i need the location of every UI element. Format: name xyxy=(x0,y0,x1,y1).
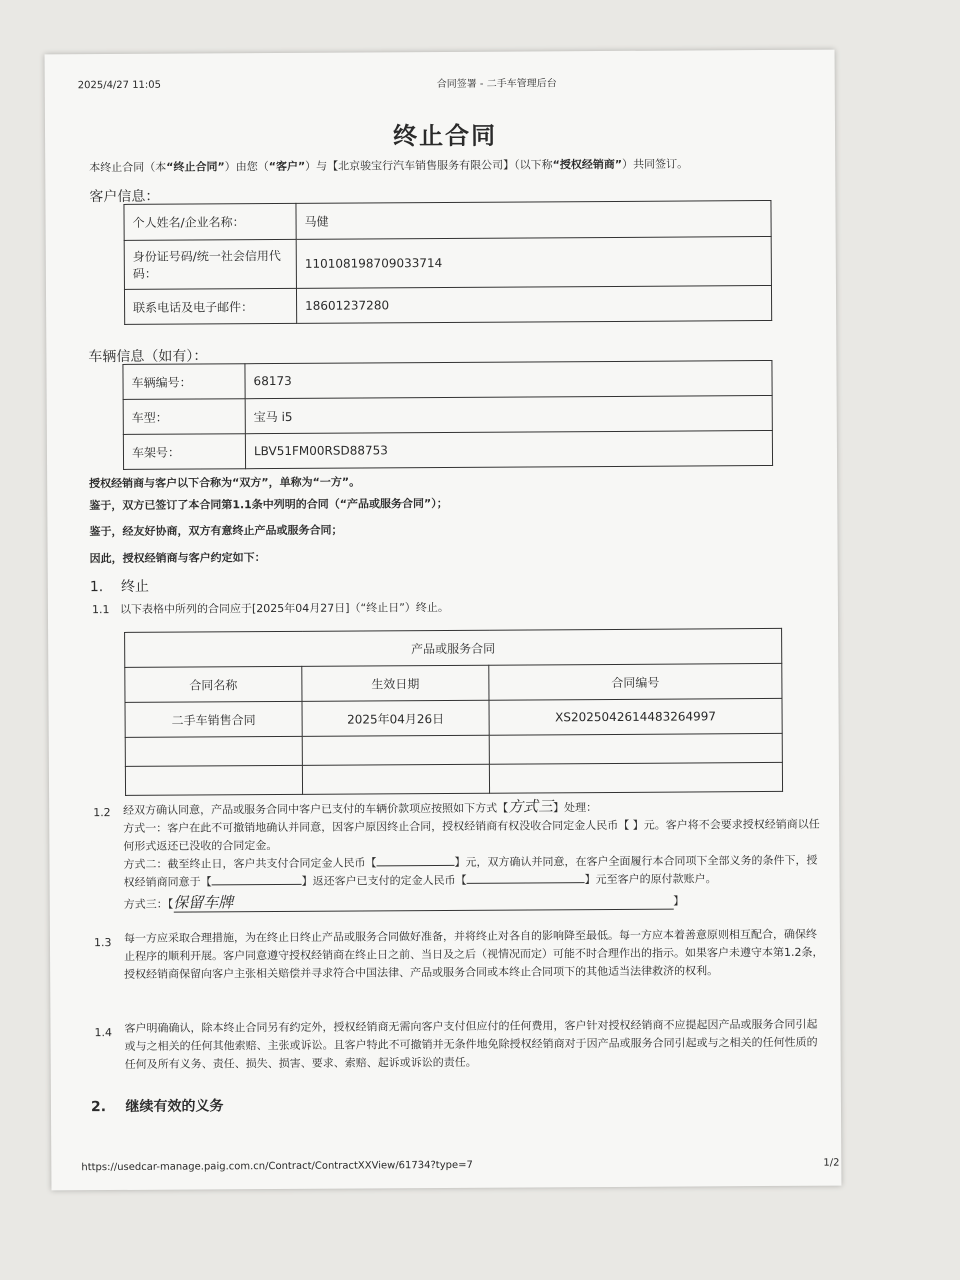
handwritten-method: 方式三 xyxy=(508,797,554,816)
vehicle-model-label: 车型： xyxy=(123,399,245,435)
vehicle-number-label: 车辆编号： xyxy=(123,364,245,400)
customer-name-label: 个人姓名/企业名称： xyxy=(124,203,296,240)
clause-1-1 xyxy=(92,599,449,619)
vehicle-model-value: 宝马 i5 xyxy=(245,395,772,433)
section-2-number: 2. xyxy=(90,1099,107,1116)
recital-parties: 授权经销商与客户以下合称为“双方”，单称为“一方”。 xyxy=(89,475,361,491)
table-row xyxy=(125,762,782,795)
table-row xyxy=(124,285,771,324)
effective-date-cell xyxy=(302,735,489,765)
header-effective-date: 生效日期 xyxy=(302,665,489,701)
intro-paragraph: 本终止合同（本“终止合同”）由您（“客户”）与【北京骏宝行汽车销售服务有限公司】（以下称“授权经销商”）共同签订。 xyxy=(89,157,689,175)
customer-id-value: 110108198709033714 xyxy=(296,236,771,288)
vehicle-vin-value: LBV51FM00RSD88753 xyxy=(245,430,772,468)
page-url: https://usedcar-manage.paig.com.cn/Contract/ContractXXView/61734?type=7 xyxy=(81,1159,473,1174)
customer-contact-label: 联系电话及电子邮件： xyxy=(124,288,296,324)
page-number: 1/2 xyxy=(823,1157,840,1169)
section-1-title: 终止 xyxy=(120,578,150,595)
clause-1-2-lead: 经双方确认同意，产品或服务合同中客户已支付的车辆价款项应按照如下方式【方式三】处理： xyxy=(123,797,598,817)
table-row xyxy=(123,430,772,469)
effective-date-cell xyxy=(302,764,489,794)
header-contract-number: 合同编号 xyxy=(489,663,782,700)
clause-1-2 xyxy=(123,796,824,914)
vehicle-info-table xyxy=(122,360,773,470)
table-row xyxy=(124,236,771,289)
recital-termination-intent: 鉴于，经友好协商，双方有意终止产品或服务合同； xyxy=(89,523,343,539)
recital-agreement: 因此，授权经销商与客户约定如下： xyxy=(89,551,266,566)
clause-1-2-number: 1.2 xyxy=(93,806,111,820)
table-row xyxy=(125,628,782,667)
clause-1-4-text: 客户明确确认，除本终止合同另有约定外，授权经销商无需向客户支付但应付的任何费用，客户针对授权经销商不应提起因产品或服务合同引起或与之相关的任何其他索赔、主张或诉讼。且客户特此不可撤销并无条件地免除授权经销商对于因产品或服务合同引起或与之相关的任何性质的任何及所有义务、责任、损失、损害、要求、索赔、起诉或诉讼的责任。 xyxy=(124,1017,818,1071)
document-title: 终止合同 xyxy=(392,121,498,151)
clause-1-3-text: 每一方应采取合理措施，为在终止日终止产品或服务合同做好准备，并将终止对各自的影响降至最低。每一方应本着善意原则相互配合，确保终止程序的顺利开展。客户同意遵守授权经销商在终止日之前、当日及之后（视情况而定）可能不时合理作出的指示。如果客户未遵守本第1.2条，授权经销商保留向客户主张相关赔偿并寻求符合中国法律、产品或服务合同或本终止合同项下的其他适当法律救济的权利。 xyxy=(123,927,824,981)
clause-1-3-number: 1.3 xyxy=(93,936,112,950)
header-contract-name: 合同名称 xyxy=(125,666,302,702)
section-1-heading xyxy=(90,576,149,596)
handwritten-plate: 保留车牌 xyxy=(173,891,673,913)
customer-info-heading: 客户信息： xyxy=(89,188,160,206)
table-row xyxy=(123,360,772,399)
customer-id-label: 身份证号码/统一社会信用代码： xyxy=(124,239,296,289)
table-row xyxy=(125,733,782,766)
method-three: 方式三：【保留车牌 】 xyxy=(124,890,824,914)
section-1-number: 1. xyxy=(89,579,104,596)
vehicle-number-value: 68173 xyxy=(245,360,772,398)
contract-table-title: 产品或服务合同 xyxy=(125,628,782,667)
vehicle-vin-label: 车架号： xyxy=(123,434,245,470)
customer-contact-value: 18601237280 xyxy=(296,285,771,323)
clause-1-4-number: 1.4 xyxy=(94,1026,113,1040)
contract-name-cell: 二手车销售合同 xyxy=(125,701,302,737)
section-2-title: 继续有效的义务 xyxy=(125,1098,224,1115)
table-row xyxy=(123,395,772,434)
print-page-title: 合同签署 - 二手车管理后台 xyxy=(436,78,557,91)
contract-number-cell: XS2025042614483264997 xyxy=(489,698,782,735)
vehicle-info-heading: 车辆信息（如有）： xyxy=(88,348,208,366)
contract-name-cell xyxy=(125,736,302,766)
method-two: 方式二：截至终止日，客户共支付合同定金人民币【 】元，双方确认并同意，在客户全面履行本合同项下全部义务的条件下，授权经销商同意于【 】返还客户已支付的定金人民币【 】元至客户的原付款账户。 xyxy=(123,853,818,889)
clause-number: 1.1 xyxy=(91,603,110,617)
table-header-row xyxy=(125,663,782,702)
clause-text: 以下表格中所列的合同应于[2025年04月27日]（“终止日”）终止。 xyxy=(119,600,449,616)
table-row xyxy=(125,698,782,737)
recital-existing-contract: 鉴于，双方已签订了本合同第1.1条中列明的合同（“产品或服务合同”）； xyxy=(89,496,448,513)
customer-name-value: 马健 xyxy=(296,200,771,239)
contract-number-cell xyxy=(489,762,782,793)
contract-list-table xyxy=(124,628,783,796)
table-row xyxy=(124,200,771,240)
customer-info-table xyxy=(123,200,772,325)
effective-date-cell: 2025年04月26日 xyxy=(302,700,489,736)
contract-name-cell xyxy=(125,765,302,795)
contract-page xyxy=(45,50,842,1191)
section-2-heading xyxy=(91,1095,224,1116)
method-one: 方式一：客户在此不可撤销地确认并同意，因客户原因终止合同，授权经销商有权没收合同定金人民币【 】元。客户将不会要求授权经销商以任何形式返还已没收的合同定金。 xyxy=(123,817,820,853)
print-datetime: 2025/4/27 11:05 xyxy=(77,79,162,92)
contract-number-cell xyxy=(489,733,782,764)
